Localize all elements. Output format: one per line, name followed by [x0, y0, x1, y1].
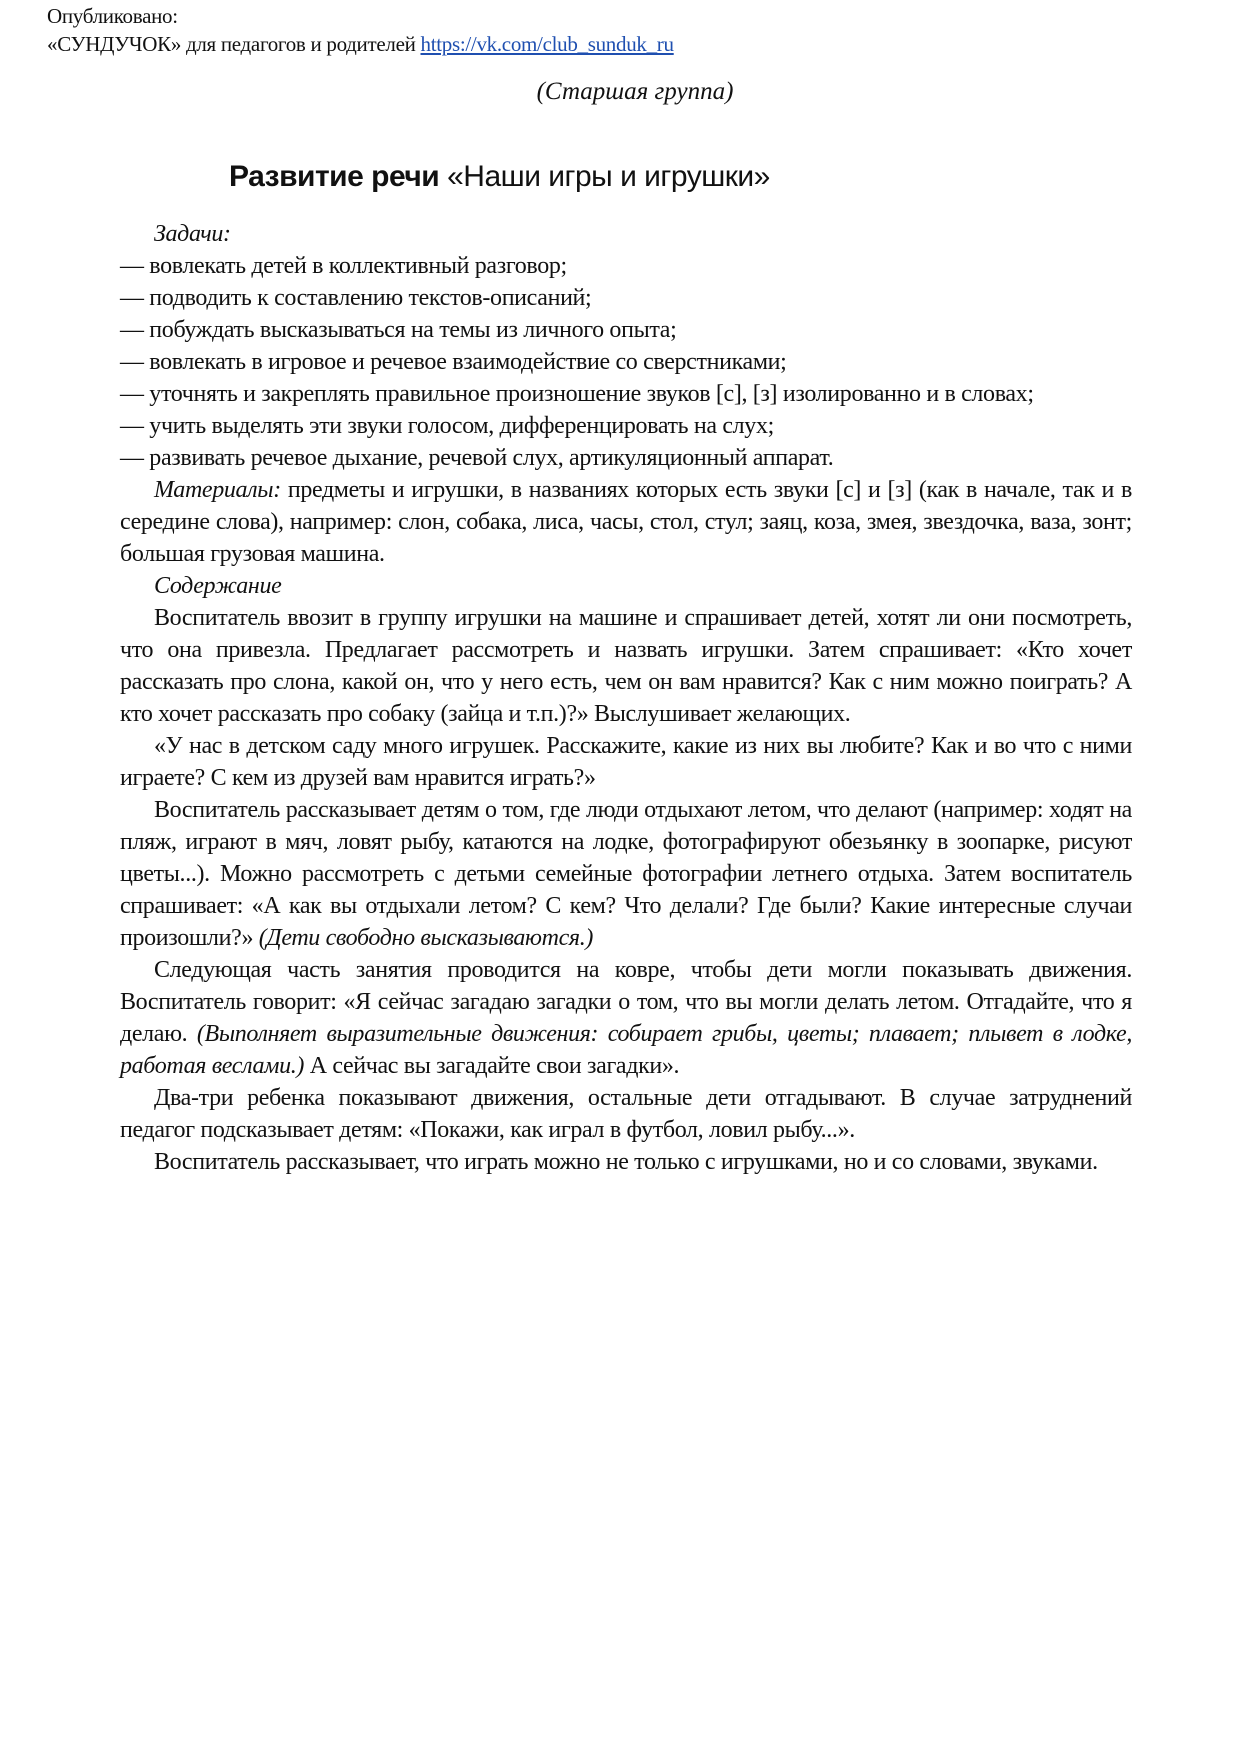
tasks-label: Задачи:	[154, 221, 231, 247]
materials-text: предметы и игрушки, в названиях которых есть звуки [с] и [з] (как в начале, так и в середине слова), например: слон, собака, лиса, часы, стол, стул; заяц, коза, змея, звездочка, ваза, зонт; большая грузовая машина.	[120, 477, 1132, 567]
paragraph-text: Воспитатель ввозит в группу игрушки на машине и спрашивает детей, хотят ли они посмотреть, что она привезла. Предлагает рассмотреть и назвать игрушки. Затем спрашивает: «Кто хочет рассказать про слона, какой он, что у него есть, чем он вам нравится? Как с ним можно поиграть? А кто хочет рассказать про собаку (зайца и т.п.)?» Выслушивает желающих.	[120, 605, 1132, 727]
published-label: Опубликовано:	[47, 4, 178, 28]
source-name: «СУНДУЧОК» для педагогов и родителей	[47, 32, 416, 56]
task-item: — подводить к составлению текстов-описаний;	[120, 285, 592, 311]
task-item: — побуждать высказываться на темы из личного опыта;	[120, 317, 677, 343]
paragraph-text: Два-три ребенка показывают движения, остальные дети отгадывают. В случае затруднений педагог подсказывает детям: «Покажи, как играл в футбол, ловил рыбу...».	[120, 1085, 1132, 1143]
paragraph	[120, 730, 1132, 794]
paragraph-text: «У нас в детском саду много игрушек. Расскажите, какие из них вы любите? Как и во что с ними играете? С кем из друзей вам нравится играть?»	[120, 733, 1132, 791]
task-item: — развивать речевое дыхание, речевой слух, артикуляционный аппарат.	[120, 445, 834, 471]
source-link[interactable]: https://vk.com/club_sunduk_ru	[420, 32, 674, 56]
paragraph-after: А сейчас вы загадайте свои загадки».	[304, 1053, 680, 1079]
paragraph-text: Воспитатель рассказывает, что играть можно не только с игрушками, но и со словами, звуками.	[154, 1149, 1098, 1175]
title-rest: «Наши игры и игрушки»	[447, 160, 770, 193]
paragraph	[120, 1082, 1132, 1146]
title-bold: Развитие речи	[229, 160, 440, 193]
paragraph	[120, 794, 1132, 954]
task-item: — вовлекать в игровое и речевое взаимодействие со сверстниками;	[120, 349, 787, 375]
content-label: Содержание	[154, 573, 282, 599]
paragraph	[120, 602, 1132, 730]
paragraph-italic: (Дети свободно высказываются.)	[258, 925, 594, 951]
materials-label: Материалы:	[154, 477, 281, 503]
group-subtitle: (Старшая группа)	[536, 78, 734, 105]
paragraph	[120, 1146, 1132, 1178]
paragraph-text: Воспитатель рассказывает детям о том, где люди отдыхают летом, что делают (например: ходят на пляж, играют в мяч, ловят рыбу, катаются на лодке, фотографируют обезьянку в зоопарке, рисуют цветы...). Можно рассмотреть с детьми семейные фотографии летнего отдыха. Затем воспитатель спрашивает: «А как вы отдыхали летом? С кем? Что делали? Где были? Какие интересные случаи произошли?»	[120, 797, 1132, 951]
materials-paragraph	[120, 474, 1132, 570]
task-item: — учить выделять эти звуки голосом, дифференцировать на слух;	[120, 413, 774, 439]
task-item: — уточнять и закреплять правильное произношение звуков [с], [з] изолированно и в словах;	[120, 381, 1034, 407]
paragraph-text: Следующая часть занятия проводится на ковре, чтобы дети могли показывать движения. Воспитатель говорит: «Я сейчас загадаю загадки о том, что вы могли делать летом. Отгадайте, что я делаю.	[120, 957, 1132, 1047]
task-item: — вовлекать детей в коллективный разговор;	[120, 253, 567, 279]
page-title	[229, 160, 770, 194]
source-line	[47, 30, 674, 58]
paragraph-italic: (Выполняет выразительные движения: собирает грибы, цветы; плавает; плывет в лодке, работая веслами.)	[120, 1021, 1132, 1079]
document-body	[120, 218, 1132, 1178]
paragraph	[120, 954, 1132, 1082]
